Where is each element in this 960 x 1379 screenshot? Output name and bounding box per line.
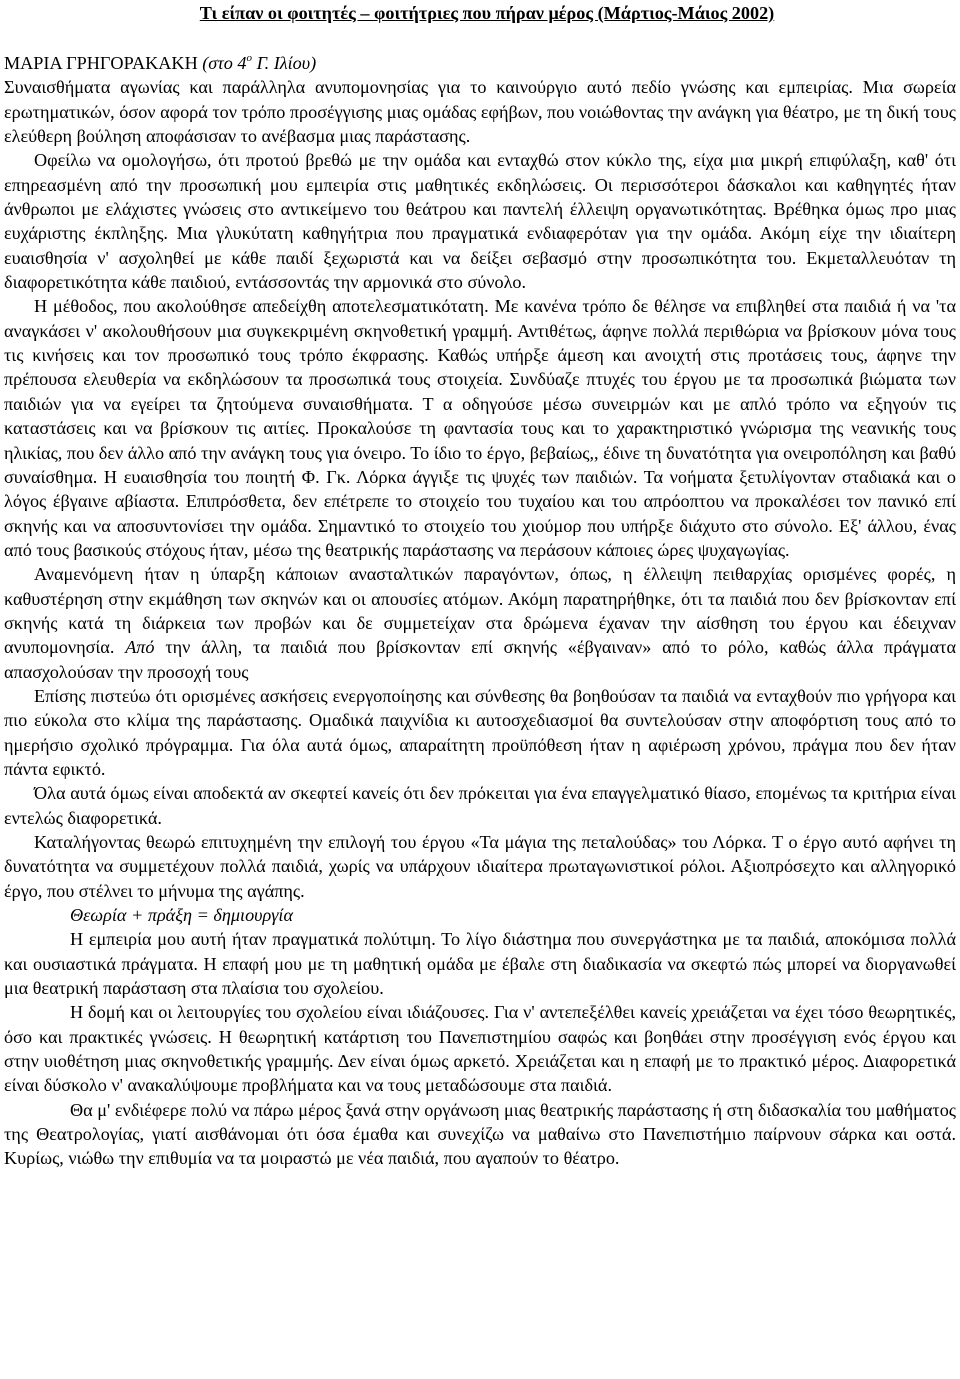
paragraph-2: Οφείλω να ομολογήσω, ότι προτού βρεθώ με την ομάδα και ενταχθώ στον κύκλο της, είχα μια μικρή επιφύλαξη, καθ' ότι επηρεασμένη από την προσωπική μου εμπειρία στις μαθητικές εκδηλώσεις. Οι περισσότεροι δάσκαλοι και καθηγητές ήταν άνθρωποι με ελάχιστες γνώσεις στο αντικείμενο του θεάτρου και παντελή έλλειψη οργανωτικότητας. Βρέθηκα όμως προ μιας ευχάριστης έκπληξης. Μια γλυκύτατη καθηγήτρια που πραγματικά ενδιαφερόταν για την ομάδα. Ακόμη είχε την ιδιαίτερη ευαισθησία ν' ασχοληθεί με κάθε παιδί ξεχωριστά και να δείξει σεβασμό στην προσωπικότητα του. Εκμεταλλευόταν τη διαφορετικότητα κάθε παιδιού, εντάσσοντάς την αρμονικά στο σύνολο.	[4, 150, 956, 293]
paragraph-4-main: Αναμενόμενη ήταν η ύπαρξη κάποιων ανασταλτικών παραγόντων, όπως, η έλλειψη πειθαρχίας ορισμένες φορές, η καθυστέρηση στην εκμάθηση των σκηνών και οι απουσίες ατόμων. Ακόμη παρατηρήθηκε, ότι τα παιδιά που δεν βρίσκονταν επί σκηνής κατά τη διάρκεια των προβών και δε συμμετείχαν στα δρώμενα έχαναν την αίσθηση του έργου και έδειχναν ανυπομονησία.	[4, 564, 956, 658]
paragraph-6: Όλα αυτά όμως είναι αποδεκτά αν σκεφτεί κανείς ότι δεν πρόκειται για ένα επαγγελματικό θίασο, επομένως τα κριτήρια είναι εντελώς διαφορετικά.	[4, 783, 956, 828]
author-line	[4, 51, 956, 75]
paragraph-8: Η εμπειρία μου αυτή ήταν πραγματικά πολύτιμη. Το λίγο διάστημα που συνεργάστηκα με τα παιδιά, αποκόμισα πολλά και ουσιαστικά πράγματα. Η επαφή μου με τη μαθητική ομάδα με έβαλε στη διαδικασία να σκεφτώ πώς μπορεί να διοργανωθεί μια θεατρική παράσταση στα πλαίσια του σχολείου.	[4, 929, 956, 999]
paragraph-4-italic: Από	[125, 637, 155, 658]
paragraph-4	[4, 562, 956, 684]
paragraph-5: Επίσης πιστεύω ότι ορισμένες ασκήσεις ενεργοποίησης και σύνθεσης θα βοηθούσαν τα παιδιά να ενταχθούν πιο γρήγορα και πιο εύκολα στο κλίμα της παράστασης. Ομαδικά παιχνίδια κι αυτοσχεδιασμοί θα συντελούσαν στην αποφόρτιση τους από το ημερήσιο σχολικό πρόγραμμα. Για όλα αυτά όμως, απαραίτητη προϋπόθεση ήταν η αφιέρωση χρόνου, πράγμα που δεν ήταν πάντα εφικτό.	[4, 685, 956, 779]
paragraph-9: Η δομή και οι λειτουργίες του σχολείου είναι ιδιάζουσες. Για ν' αντεπεξέλθει κανείς χρειάζεται να έχει τόσο θεωρητικές, όσο και πρακτικές γνώσεις. Η θεωρητική κατάρτιση του Πανεπιστημίου σαφώς και βοηθάει στην προσέγγιση ενός έργου και στην υιοθέτηση μιας σκηνοθετικής γραμμής. Δεν είναι όμως αρκετό. Χρειάζεται και η επαφή με το πρακτικό μέρος. Διαφορετικά είναι δύσκολο ν' ανακαλύψουμε προβλήματα και να τους μεταδώσουμε στα παιδιά.	[4, 1002, 956, 1096]
paragraph-7: Καταλήγοντας θεωρώ επιτυχημένη την επιλογή του έργου «Τα μάγια της πεταλούδας» του Λόρκα. Τ ο έργο αυτό αφήνει τη δυνατότητα να συμμετέχουν πολλά παιδιά, χωρίς να υπάρχουν ιδιαίτερα πρωταγωνιστικοί ρόλοι. Αξιοπρόσεχτο και αλληγορικό έργο, που στέλνει το μήνυμα της αγάπης.	[4, 832, 956, 901]
paragraph-1: Συναισθήματα αγωνίας και παράλληλα ανυπομονησίας για το καινούργιο αυτό πεδίο γνώσης και εμπειρίας. Μια σωρεία ερωτηματικών, όσον αφορά τον τρόπο προσέγγισης μιας ομάδας εφήβων, που νοιώθοντας την ανάγκη για θέατρο, με τη δική τους ελεύθερη βούληση αποφάσισαν το ανέβασμα μιας παράστασης.	[4, 77, 956, 147]
author-affiliation: (στο $4^o$ Γ. Ιλίου)	[202, 51, 317, 73]
author-name: ΜΑΡΙΑ ΓΡΗΓΟΡΑΚΑΚΗ	[4, 53, 198, 73]
formula-line: Θεωρία + πράξη = δημιουργία	[70, 905, 294, 926]
paragraph-4-tail: την άλλη, τα παιδιά που βρίσκονταν επί σκηνής «έβγαιναν» από το ρόλο, καθώς άλλα πράγματα απασχολούσαν την προσοχή τους	[4, 637, 956, 682]
document-title: Τι είπαν οι φοιτητές – φοιτήτριες που πήραν μέρος (Μάρτιος-Μάιος 2002)	[199, 3, 775, 23]
paragraph-3: Η μέθοδος, που ακολούθησε απεδείχθη αποτελεσματικότατη. Με κανένα τρόπο δε θέλησε να επιβληθεί στα παιδιά ή να 'τα αναγκάσει ν' ακολουθήσουν μια συγκεκριμένη σκηνοθετική γραμμή. Αντιθέτως, άφηνε πολλά περιθώρια να βρίσκουν μόνα τους τις κινήσεις και τον προσωπικό τους τρόπο έκφρασης. Καθώς υπήρξε άμεση και ανοιχτή στις προτάσεις τους, άφηνε την πρέπουσα ελευθερία να εκδηλώσουν τα προσωπικά τους στοιχεία. Συνδύαζε πτυχές του έργου με τα προσωπικά βιώματα των παιδιών για να εγείρει τα ζητούμενα συναισθήματα. Τ α οδηγούσε μέσω συνειρμών και με απλό τρόπο να εξηγούν τις καταστάσεις και να βρίσκουν τις αιτίες. Προκαλούσε τη φαντασία τους και το χαρακτηριστικό γνώρισμα της νεανικής τους ηλικίας, που δεν άλλο από την ανάγκη τους για όνειρο. Το ίδιο το έργο, βεβαίως,, έδινε τη δυνατότητα για ονειροπόληση και βαθύ συναίσθημα. Η ευαισθησία του ποιητή Φ. Γκ. Λόρκα άγγιξε τις ψυχές των παιδιών. Τα νοήματα ξετυλίγονταν σταδιακά και ο λόγος έβγαινε αβίαστα. Επιπρόσθετα, δεν επέτρεπε το στοιχείο του τυχαίου και του απρόοπτου να προκαλέσει τον πανικό επί σκηνής και να αποσυντονίσει την ομάδα. Σημαντικό το στοιχείο του χιούμορ που υπήρξε διάχυτο στο σύνολο. Εξ' άλλου, ένας από τους βασικούς στόχους ήταν, μέσω της θεατρικής παράστασης να περάσουν κάποιες ώρες ψυχαγωγίας.	[4, 296, 956, 560]
paragraph-10: Θα μ' ενδιέφερε πολύ να πάρω μέρος ξανά στην οργάνωση μιας θεατρικής παράστασης ή στη διδασκαλία του μαθήματος της Θεατρολογίας, γιατί αισθάνομαι ότι όσα έμαθα και συνεχίζω να μαθαίνω στο Πανεπιστήμιο παίρνουν σάρκα και οστά. Κυρίως, νιώθω την επιθυμία να τα μοιραστώ με νέα παιδιά, που αγαπούν το θέατρο.	[4, 1099, 956, 1169]
